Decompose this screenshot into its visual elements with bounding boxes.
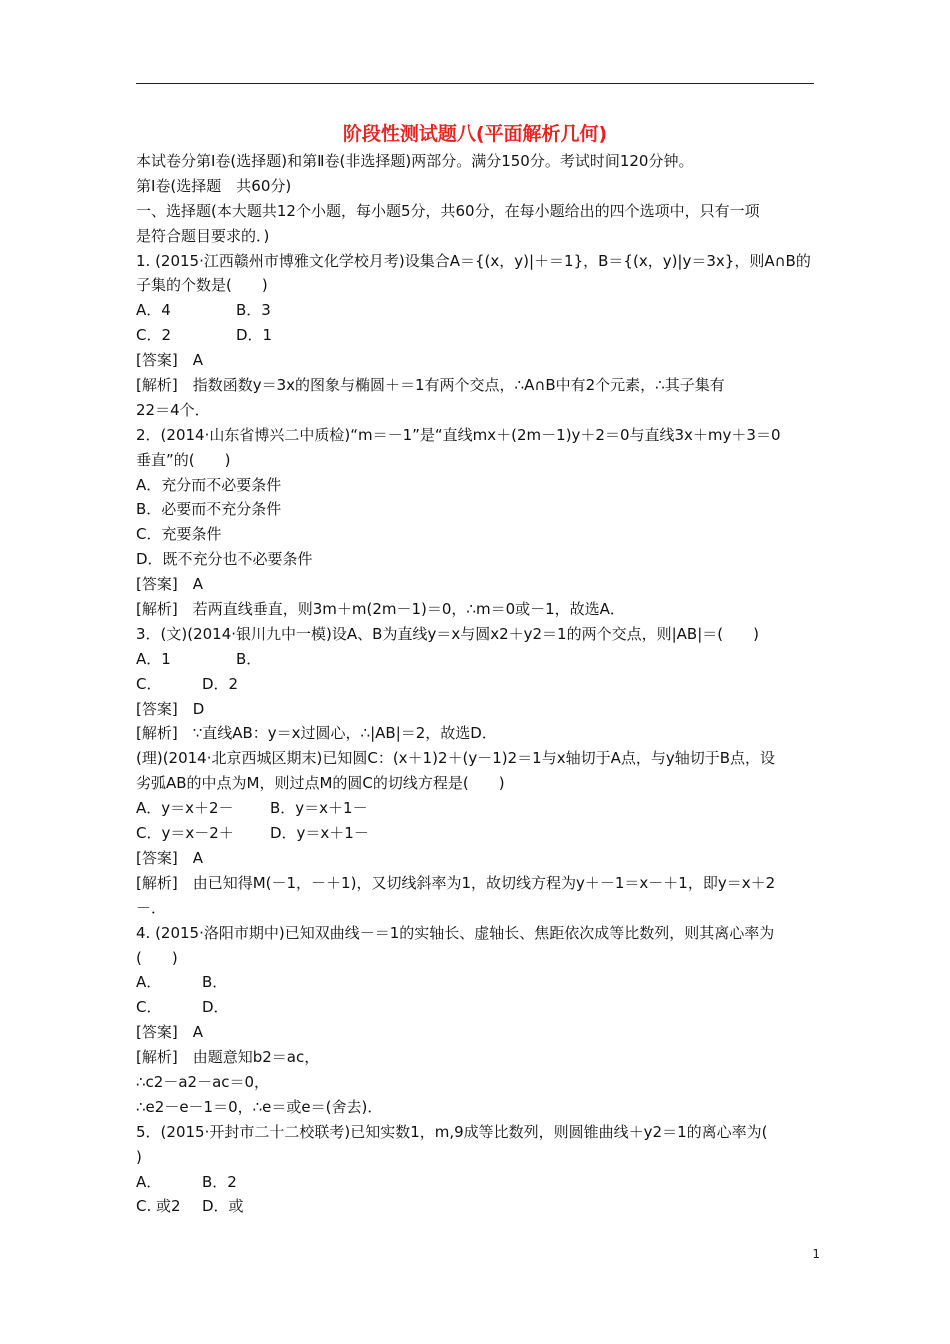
question-1-options-row	[136, 298, 814, 323]
question-3-li-analysis: [解析] 由已知得M(－1，－＋1)，又切线斜率为1，故切线方程为y＋－1＝x－＋1，即y＝x＋2	[136, 873, 776, 892]
question-4-answer: [答案] A	[136, 1023, 203, 1042]
section-instruction: 一、选择题(本大题共12个小题，每小题5分，共60分，在每小题给出的四个选项中，只有一项	[136, 201, 760, 220]
question-3-stem: 3．(文)(2014·银川九中一模)设A、B为直线y＝x与圆x2＋y2＝1的两个交点，则|AB|＝( )	[136, 624, 759, 643]
question-3-li-stem: (理)(2014·北京西城区期末)已知圆C：(x＋1)2＋(y－1)2＝1与x轴切于A点，与y轴切于B点，设	[136, 749, 776, 768]
question-4-stem: 4. (2015·洛阳市期中)已知双曲线－＝1的实轴长、虚轴长、焦距依次成等比数列，则其离心率为	[136, 923, 775, 942]
document-body	[136, 149, 814, 1219]
question-5-options-row	[136, 1194, 814, 1219]
option-d: D．y＝x＋1－	[270, 824, 369, 843]
question-3-li-stem: 劣弧AB的中点为M，则过点M的圆C的切线方程是( )	[136, 774, 505, 793]
option-c: C．	[136, 998, 162, 1017]
question-3-li-options-row	[136, 821, 814, 846]
option-a: A．	[136, 973, 162, 992]
question-2-analysis: [解析] 若两直线垂直，则3m＋m(2m－1)＝0，∴m＝0或－1，故选A．	[136, 600, 625, 619]
question-3-li-options-row	[136, 796, 814, 821]
part1-heading: 第Ⅰ卷(选择题 共60分)	[136, 176, 292, 195]
option-b: B．	[236, 649, 262, 668]
option-b: B．2	[202, 1172, 237, 1191]
question-2-answer: [答案] A	[136, 575, 203, 594]
section-instruction: 是符合题目要求的．)	[136, 226, 270, 245]
option-d: D．	[202, 998, 229, 1017]
question-2-stem: 2．(2014·山东省博兴二中质检)“m＝－1”是“直线mx＋(2m－1)y＋2＝0与直线3x＋my＋3＝0	[136, 425, 781, 444]
question-1-analysis: [解析] 指数函数y＝3x的图象与椭圆＋＝1有两个交点，∴A∩B中有2个元素，∴其子集有	[136, 376, 725, 395]
option-a: A．4	[136, 301, 171, 320]
page-number: 1	[812, 1247, 820, 1261]
option-d: D．既不充分也不必要条件	[136, 550, 313, 569]
question-5-options-row	[136, 1170, 814, 1195]
question-3-analysis: [解析] ∵直线AB：y＝x过圆心，∴|AB|＝2，故选D．	[136, 724, 497, 743]
option-b: B．	[202, 973, 228, 992]
question-1-answer: [答案] A	[136, 351, 203, 370]
document-title: 阶段性测试题八(平面解析几何)	[342, 123, 608, 145]
question-5-stem: 5．(2015·开封市二十二校联考)已知实数1，m,9成等比数列，则圆锥曲线＋y2＝1的离心率为(	[136, 1122, 768, 1141]
question-4-analysis: [解析] 由题意知b2＝ac，	[136, 1048, 320, 1067]
question-3-options-row	[136, 672, 814, 697]
question-1-analysis: 22＝4个．	[136, 400, 210, 419]
question-4-stem: ( )	[136, 948, 178, 967]
question-3-li-answer: [答案] A	[136, 848, 203, 867]
question-1-stem: 子集的个数是( )	[136, 276, 268, 295]
option-d: D．或	[202, 1197, 244, 1216]
option-d: D．2	[202, 674, 239, 693]
question-3-answer: [答案] D	[136, 699, 205, 718]
question-4-options-row	[136, 995, 814, 1020]
option-a: A．y＝x＋2－	[136, 799, 234, 818]
question-5-stem: )	[136, 1147, 142, 1166]
option-b: B．3	[236, 301, 271, 320]
question-1-options-row	[136, 323, 814, 348]
question-4-analysis: ∴e2－e－1＝0，∴e＝或e＝(舍去)．	[136, 1097, 383, 1116]
option-c: C．充要条件	[136, 525, 222, 544]
question-2-stem: 垂直”的( )	[136, 450, 231, 469]
option-c: C．	[136, 674, 162, 693]
option-a: A．1	[136, 649, 171, 668]
option-d: D．1	[236, 326, 273, 345]
question-3-li-analysis: －．	[136, 898, 167, 917]
option-c: C. 或2	[136, 1197, 181, 1216]
question-4-options-row	[136, 970, 814, 995]
option-c: C．y＝x－2＋	[136, 824, 234, 843]
option-b: B．y＝x＋1－	[270, 799, 368, 818]
option-a: A．充分而不必要条件	[136, 475, 282, 494]
option-b: B．必要而不充分条件	[136, 500, 282, 519]
header-rule	[136, 83, 814, 84]
intro-text: 本试卷分第Ⅰ卷(选择题)和第Ⅱ卷(非选择题)两部分。满分150分。考试时间120分钟。	[136, 152, 694, 170]
option-a: A．	[136, 1172, 162, 1191]
option-c: C．2	[136, 326, 172, 345]
question-1-stem: 1. (2015·江西赣州市博雅文化学校月考)设集合A＝{(x，y)|＋＝1}，B＝{(x，y)|y＝3x}，则A∩B的	[136, 251, 811, 270]
question-4-analysis: ∴c2－a2－ac＝0，	[136, 1072, 270, 1091]
question-3-options-row	[136, 647, 814, 672]
